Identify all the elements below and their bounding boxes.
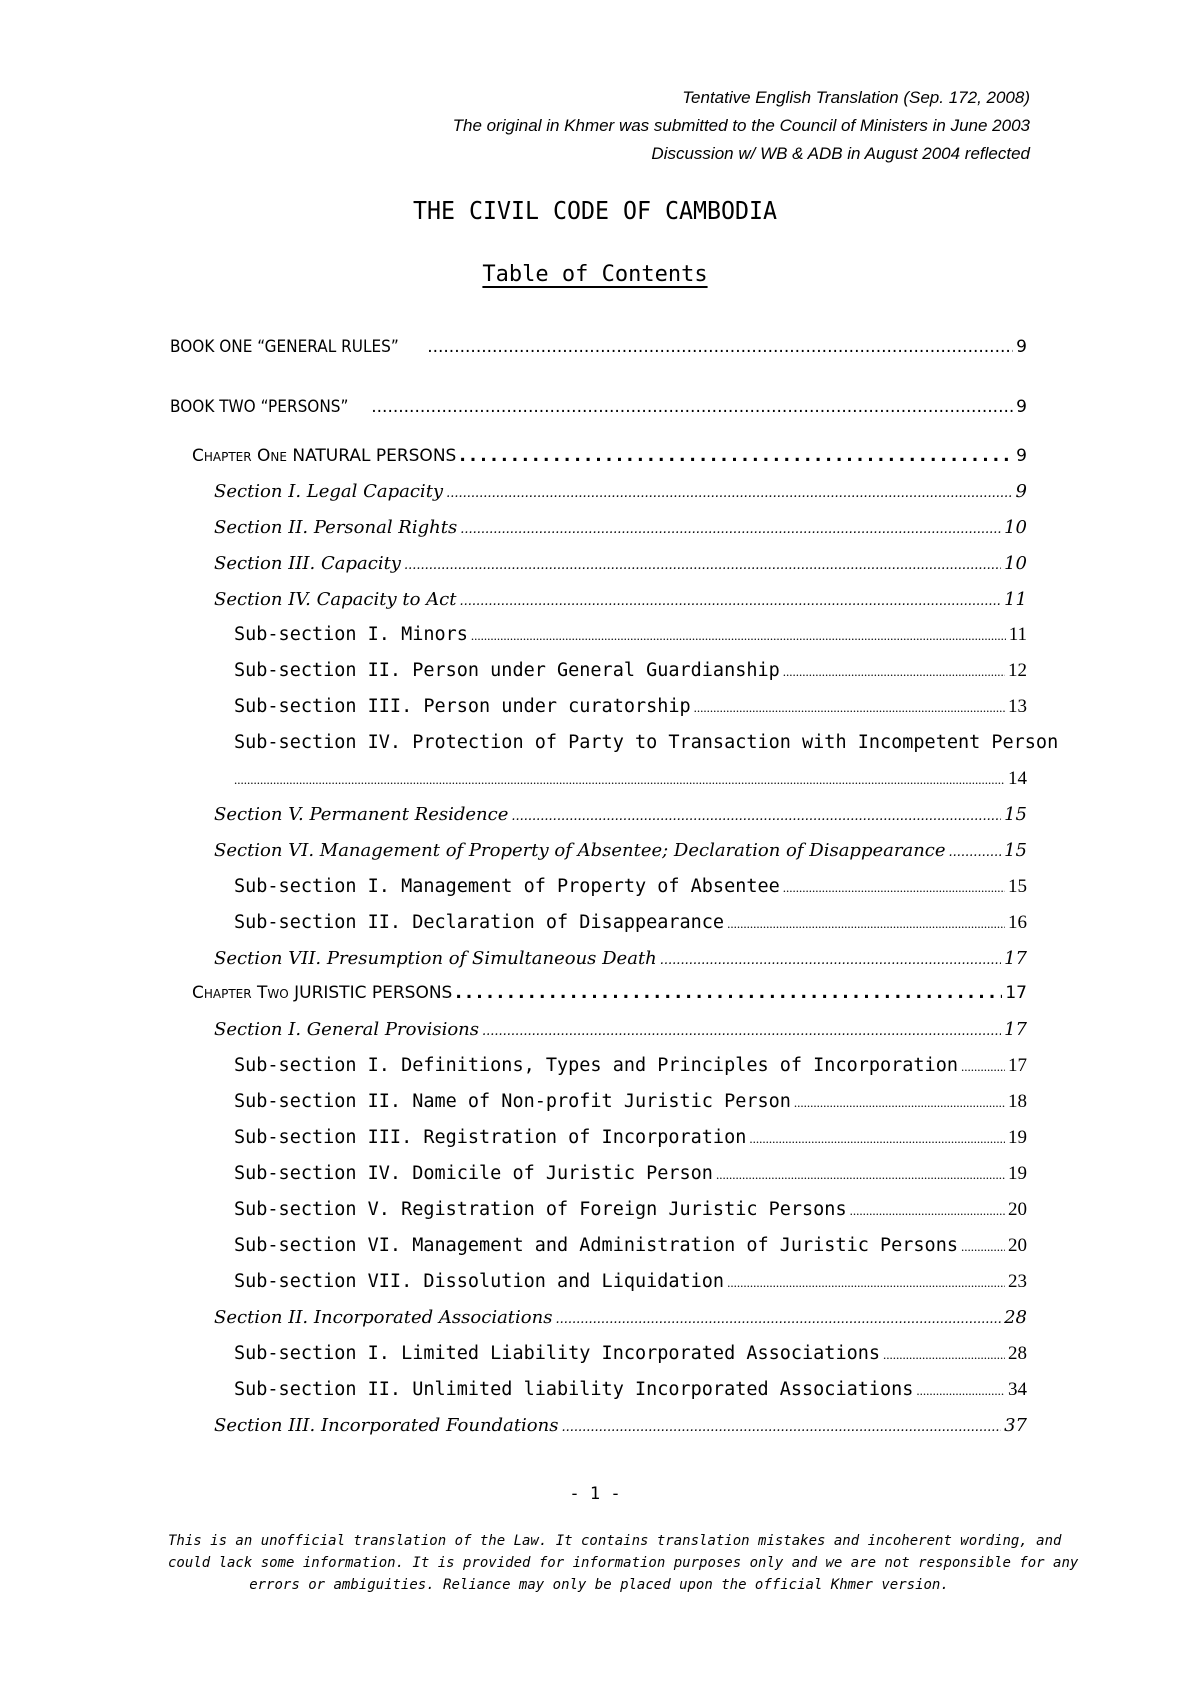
toc-entry-page: 17 bbox=[1004, 1019, 1027, 1040]
toc-entry-subsection[interactable] bbox=[234, 1199, 1027, 1221]
dot-leader bbox=[555, 1312, 1001, 1327]
disclaimer-line: could lack some information. It is provided for information purposes only and we are not responsible for any bbox=[168, 1555, 1079, 1571]
toc-entry-label: Sub-section II. Name of Non-profit Juristic Person bbox=[234, 1091, 791, 1112]
disclaimer-line: This is an unofficial translation of the Law. It contains translation mistakes and incoherent wording, and bbox=[168, 1533, 1062, 1549]
toc-entry-page: 17 bbox=[1004, 948, 1027, 969]
dot-leader bbox=[883, 1347, 1005, 1363]
toc-entry-page: 9 bbox=[1016, 337, 1027, 357]
toc-entry-subsection[interactable] bbox=[234, 1235, 1027, 1257]
toc-entry-page: 17 bbox=[1008, 1055, 1027, 1076]
toc-entry-subsection[interactable] bbox=[234, 1379, 1027, 1401]
toc-entry-book-two[interactable] bbox=[170, 397, 1027, 417]
toc-entry-label: Section I. General Provisions bbox=[214, 1019, 479, 1040]
toc-entry-section[interactable] bbox=[214, 1415, 1027, 1436]
toc-entry-page: 11 bbox=[1008, 624, 1027, 645]
dot-leader bbox=[916, 1383, 1005, 1399]
toc-entry-label: CHAPTER ONE NATURAL PERSONS bbox=[192, 446, 457, 466]
toc-entry-label: Sub-section VII. Dissolution and Liquidation bbox=[234, 1271, 725, 1292]
toc-entry-section[interactable] bbox=[214, 553, 1027, 574]
page-number: - 1 - bbox=[569, 1484, 621, 1504]
toc-entry-subsection[interactable] bbox=[234, 1055, 1027, 1077]
dot-leader bbox=[459, 446, 1013, 466]
toc-entry-section[interactable] bbox=[214, 1307, 1027, 1328]
dot-leader bbox=[961, 1239, 1005, 1255]
dot-leader bbox=[727, 916, 1005, 932]
toc-entry-page: 15 bbox=[1008, 876, 1027, 897]
toc-entry-page: 20 bbox=[1008, 1199, 1027, 1220]
toc-entry-page: 11 bbox=[1004, 589, 1027, 610]
translation-note-line: Discussion w/ WB & ADB in August 2004 reflected bbox=[651, 144, 1030, 163]
toc-entry-page: 16 bbox=[1008, 912, 1027, 933]
toc-entry-label: Section II. Personal Rights bbox=[214, 517, 458, 538]
toc-entry-label: Section I. Legal Capacity bbox=[214, 481, 444, 502]
toc-entry-page: 20 bbox=[1008, 1235, 1027, 1256]
toc-entry-label: Sub-section I. Definitions, Types and Principles of Incorporation bbox=[234, 1055, 958, 1076]
dot-leader bbox=[404, 558, 1001, 573]
toc-entry-subsection[interactable] bbox=[234, 912, 1027, 934]
dot-leader bbox=[794, 1095, 1005, 1111]
dot-leader bbox=[961, 1059, 1005, 1075]
toc-entry-page: 15 bbox=[1004, 840, 1027, 861]
toc-entry-page: 34 bbox=[1008, 1379, 1027, 1400]
toc-entry-section[interactable] bbox=[214, 948, 1027, 969]
toc-entry-subsection[interactable] bbox=[234, 876, 1027, 898]
toc-entry-label: BOOK TWO “PERSONS” bbox=[170, 397, 349, 417]
disclaimer-line: errors or ambiguities. Reliance may only be placed upon the official Khmer version. bbox=[249, 1577, 949, 1593]
toc-entry-page: 37 bbox=[1004, 1415, 1027, 1436]
toc-entry-label: Sub-section III. Registration of Incorporation bbox=[234, 1127, 747, 1148]
toc-entry-page: 17 bbox=[1005, 983, 1027, 1003]
toc-entry-subsection[interactable] bbox=[234, 1091, 1027, 1113]
toc-entry-subsection[interactable] bbox=[234, 660, 1027, 682]
dot-leader bbox=[371, 397, 1013, 417]
dot-leader bbox=[749, 1131, 1005, 1147]
dot-leader bbox=[783, 664, 1005, 680]
dot-leader bbox=[234, 772, 1005, 788]
dot-leader bbox=[460, 522, 1001, 537]
translation-note-line: Tentative English Translation (Sep. 172, 2008) bbox=[682, 88, 1030, 107]
toc-entry-label: Section III. Incorporated Foundations bbox=[214, 1415, 559, 1436]
toc-heading: Table of Contents bbox=[482, 262, 708, 287]
toc-entry-chapter-one[interactable] bbox=[192, 446, 1027, 466]
toc-entry-section[interactable] bbox=[214, 481, 1027, 502]
toc-entry-page: 10 bbox=[1004, 517, 1027, 538]
toc-entry-label: Section VII. Presumption of Simultaneous Death bbox=[214, 948, 657, 969]
toc-entry-label: Sub-section II. Unlimited liability Incorporated Associations bbox=[234, 1379, 914, 1400]
dot-leader bbox=[561, 1420, 1001, 1435]
toc-entry-page: 18 bbox=[1008, 1091, 1027, 1112]
toc-entry-label: Section II. Incorporated Associations bbox=[214, 1307, 553, 1328]
translation-note-line: The original in Khmer was submitted to the Council of Ministers in June 2003 bbox=[452, 116, 1030, 135]
toc-entry-subsection[interactable] bbox=[234, 1163, 1027, 1185]
dot-leader bbox=[471, 628, 1006, 644]
toc-entry-book-one[interactable] bbox=[170, 337, 1027, 357]
toc-entry-label: Sub-section VI. Management and Administration of Juristic Persons bbox=[234, 1235, 958, 1256]
toc-entry-page: 14 bbox=[1008, 768, 1027, 789]
dot-leader bbox=[446, 486, 1012, 501]
toc-entry-subsection[interactable] bbox=[234, 1271, 1027, 1293]
toc-entry-page: 10 bbox=[1004, 553, 1027, 574]
toc-entry-page: 28 bbox=[1008, 1343, 1027, 1364]
toc-entry-chapter-two[interactable] bbox=[192, 983, 1027, 1003]
dot-leader bbox=[694, 700, 1005, 716]
dot-leader bbox=[660, 953, 1001, 968]
dot-leader bbox=[511, 809, 1001, 824]
toc-entry-page: 9 bbox=[1015, 481, 1027, 502]
toc-entry-label: Section V. Permanent Residence bbox=[214, 804, 509, 825]
toc-entry-label: Section VI. Management of Property of Absentee; Declaration of Disappearance bbox=[214, 840, 946, 861]
toc-entry-page: 23 bbox=[1008, 1271, 1027, 1292]
toc-entry-label: Sub-section V. Registration of Foreign Juristic Persons bbox=[234, 1199, 847, 1220]
toc-entry-page: 19 bbox=[1008, 1163, 1027, 1184]
toc-entry-page: 12 bbox=[1008, 660, 1027, 681]
dot-leader bbox=[716, 1167, 1005, 1183]
dot-leader bbox=[783, 880, 1005, 896]
toc-entry-page: 9 bbox=[1016, 446, 1027, 466]
toc-entry-label: Sub-section II. Person under General Guardianship bbox=[234, 660, 780, 681]
toc-entry-section[interactable] bbox=[214, 840, 1027, 861]
dot-leader bbox=[427, 337, 1013, 357]
toc-entry-page: 13 bbox=[1008, 696, 1027, 717]
toc-entry-label: Sub-section I. Management of Property of Absentee bbox=[234, 876, 780, 897]
toc-entry-label[interactable]: Sub-section IV. Protection of Party to Transaction with Incompetent Person bbox=[234, 732, 1059, 753]
document-title: THE CIVIL CODE OF CAMBODIA bbox=[413, 196, 777, 225]
toc-entry-subsection-continued[interactable] bbox=[234, 768, 1027, 790]
toc-entry-label: Sub-section IV. Domicile of Juristic Person bbox=[234, 1163, 713, 1184]
toc-entry-label: Sub-section III. Person under curatorship bbox=[234, 696, 691, 717]
toc-entry-page: 28 bbox=[1004, 1307, 1027, 1328]
dot-leader bbox=[850, 1203, 1005, 1219]
toc-entry-label: CHAPTER TWO JURISTIC PERSONS bbox=[192, 983, 453, 1003]
toc-entry-page: 9 bbox=[1016, 397, 1027, 417]
dot-leader bbox=[482, 1024, 1001, 1039]
dot-leader bbox=[455, 983, 1002, 1003]
toc-entry-label: Section III. Capacity bbox=[214, 553, 401, 574]
toc-entry-label: Sub-section II. Declaration of Disappearance bbox=[234, 912, 725, 933]
toc-entry-label: Sub-section I. Minors bbox=[234, 624, 468, 645]
toc-entry-section[interactable] bbox=[214, 804, 1027, 825]
toc-entry-section[interactable] bbox=[214, 517, 1027, 538]
toc-entry-section[interactable] bbox=[214, 589, 1027, 610]
toc-entry-label: BOOK ONE “GENERAL RULES” bbox=[170, 337, 399, 357]
disclaimer bbox=[168, 1530, 1079, 1596]
toc-entry-section[interactable] bbox=[214, 1019, 1027, 1040]
toc-entry-subsection[interactable] bbox=[234, 696, 1027, 718]
dot-leader bbox=[727, 1275, 1005, 1291]
dot-leader bbox=[949, 845, 1002, 860]
toc-entry-subsection[interactable] bbox=[234, 624, 1027, 646]
toc-entry-label: Sub-section I. Limited Liability Incorporated Associations bbox=[234, 1343, 881, 1364]
toc-entry-page: 15 bbox=[1004, 804, 1027, 825]
toc-entry-subsection[interactable] bbox=[234, 1127, 1027, 1149]
toc-entry-subsection[interactable] bbox=[234, 1343, 1027, 1365]
toc-entry-page: 19 bbox=[1008, 1127, 1027, 1148]
toc-entry-label: Section IV. Capacity to Act bbox=[214, 589, 457, 610]
dot-leader bbox=[459, 594, 1001, 609]
